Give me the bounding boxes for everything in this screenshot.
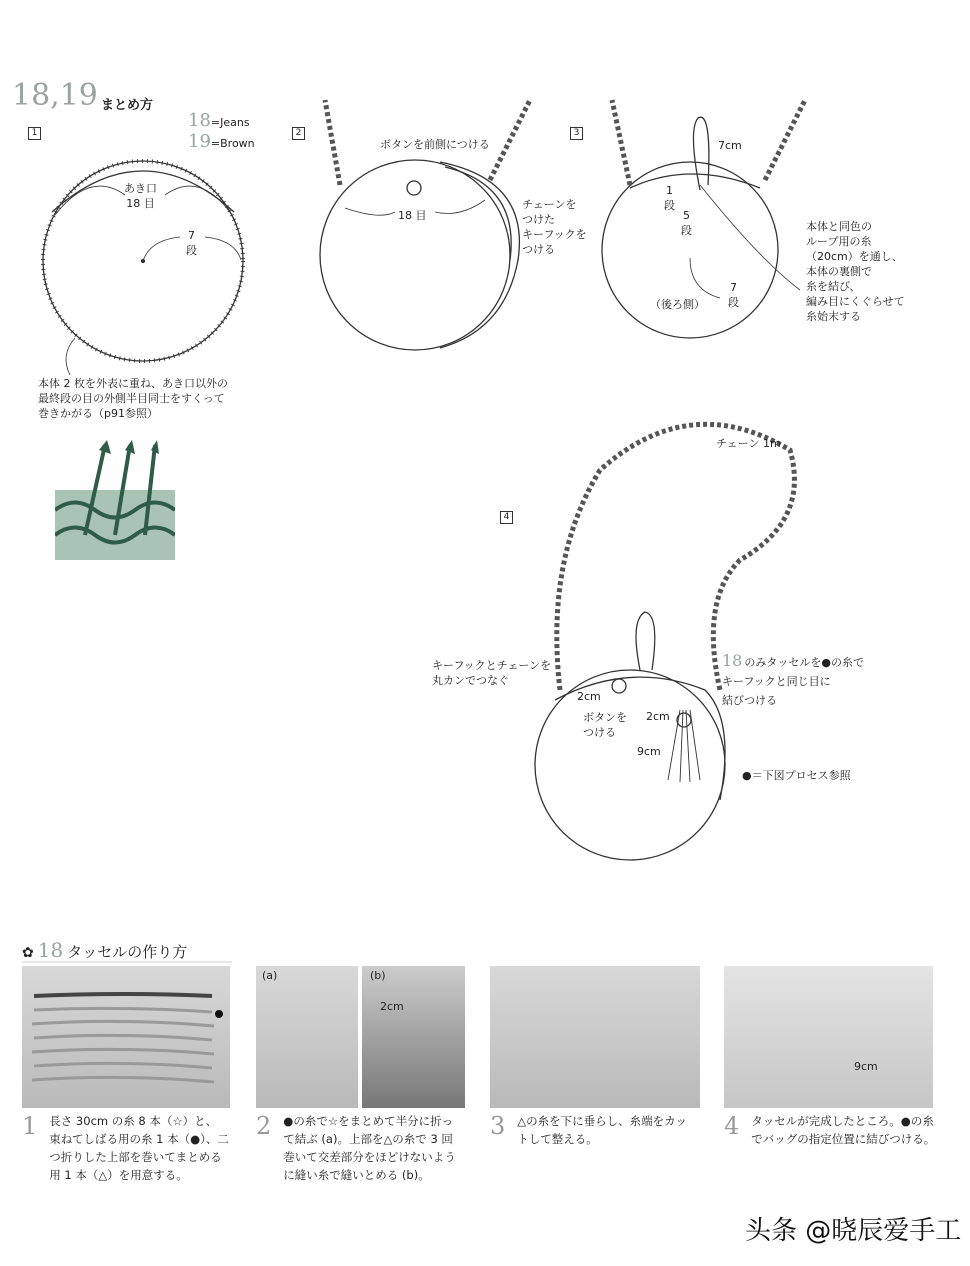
hook-note: チェーンを つけた キーフックを つける <box>522 198 587 256</box>
button-distance: 2cm <box>577 690 601 703</box>
tassel-note <box>722 651 864 708</box>
button-note: ボタンを つける <box>583 711 627 739</box>
photo-dist: 2cm <box>380 1000 404 1013</box>
watermark: 头条 @晓辰爱手工 <box>745 1216 962 1246</box>
step-text: 長さ 30cm の糸 8 本（☆）と、 束ねてしばる用の糸 1 本（●）、二 つ折りした上部を巻いてまとめる 用 1 本（△）を用意する。 <box>49 1114 229 1182</box>
step1-note: 本体 2 枚を外表に重ね、あき口以外の 最終段の目の外側半目同士をすくって 巻きかがる（p91参照） <box>38 377 228 420</box>
legend-label: =Jeans <box>210 116 250 129</box>
legend-num: 19 <box>188 131 211 152</box>
tassel-length: 9cm <box>637 745 661 758</box>
step-label: 3 <box>570 127 583 140</box>
photo-step2b <box>362 966 465 1108</box>
flower-icon: ✿ <box>22 945 34 961</box>
process-ref: ●＝下図プロセス参照 <box>742 769 851 782</box>
tassel-top: 2cm <box>646 710 670 723</box>
opening-label: あき口 18 目 <box>124 182 157 210</box>
step-number: 3 <box>490 1112 506 1140</box>
photo-step3 <box>490 966 700 1108</box>
title-number: 18,19 <box>12 78 98 113</box>
tassel-step <box>490 1112 687 1148</box>
row1-label: 1 段 <box>664 184 675 212</box>
step-text: ●の糸で☆をまとめて半分に折っ て結ぶ (a)。上部を△の糸で 3 回 巻いて交差部分をほどけないよう に縫い糸で縫いとめる (b)。 <box>283 1114 456 1182</box>
page-title: まとめ方 <box>101 98 154 113</box>
step-number: 2 <box>256 1112 272 1140</box>
step-label: 1 <box>28 127 41 140</box>
tassel-num: 18 <box>722 651 743 670</box>
tassel-heading-num: 18 <box>37 938 64 962</box>
rows-label: 7 段 <box>186 229 197 257</box>
tassel-step <box>724 1112 935 1148</box>
photo-step2a <box>256 966 358 1108</box>
legend-label: =Brown <box>210 137 255 150</box>
stitch-illustration <box>55 440 175 560</box>
ring-note: キーフックとチェーンを 丸カンでつなぐ <box>432 659 552 687</box>
back-side-label: （後ろ側） <box>650 298 705 311</box>
chain-length: チェーン 1m <box>716 437 781 450</box>
photo-step4 <box>724 966 933 1108</box>
tassel-heading-text: タッセルの作り方 <box>67 943 188 961</box>
step-text: △の糸を下に垂らし、糸端をカッ トして整える。 <box>517 1114 688 1146</box>
stitch-count: 18 目 <box>398 209 427 222</box>
step-number: 1 <box>22 1112 38 1140</box>
tassel-note-text: のみタッセルを●の糸で キーフックと同じ目に 結びつける <box>722 656 864 707</box>
legend <box>188 110 255 152</box>
tassel-heading <box>22 938 187 962</box>
photo-label-a: (a) <box>262 969 278 982</box>
tassel-step <box>22 1112 229 1184</box>
row5-label: 5 段 <box>681 209 692 237</box>
step3-note: 本体と同色の ループ用の糸 （20cm）を通し、 本体の裏側で 糸を結び、 編み目にくぐらせて 糸始末する <box>806 220 905 323</box>
button-note: ボタンを前側につける <box>380 138 490 151</box>
photo-step1 <box>22 966 230 1108</box>
step-text: タッセルが完成したところ。●の糸 でバッグの指定位置に結びつける。 <box>751 1114 936 1146</box>
photo-length: 9cm <box>854 1060 878 1073</box>
photo-label-b: (b) <box>370 969 386 982</box>
legend-num: 18 <box>188 110 211 131</box>
loop-length: 7cm <box>718 139 742 152</box>
step4-bag <box>535 424 794 860</box>
tassel-step <box>256 1112 456 1184</box>
step-label: 2 <box>292 127 305 140</box>
step-number: 4 <box>724 1112 740 1140</box>
row7-label: 7 段 <box>728 281 739 309</box>
step-label: 4 <box>500 511 513 524</box>
